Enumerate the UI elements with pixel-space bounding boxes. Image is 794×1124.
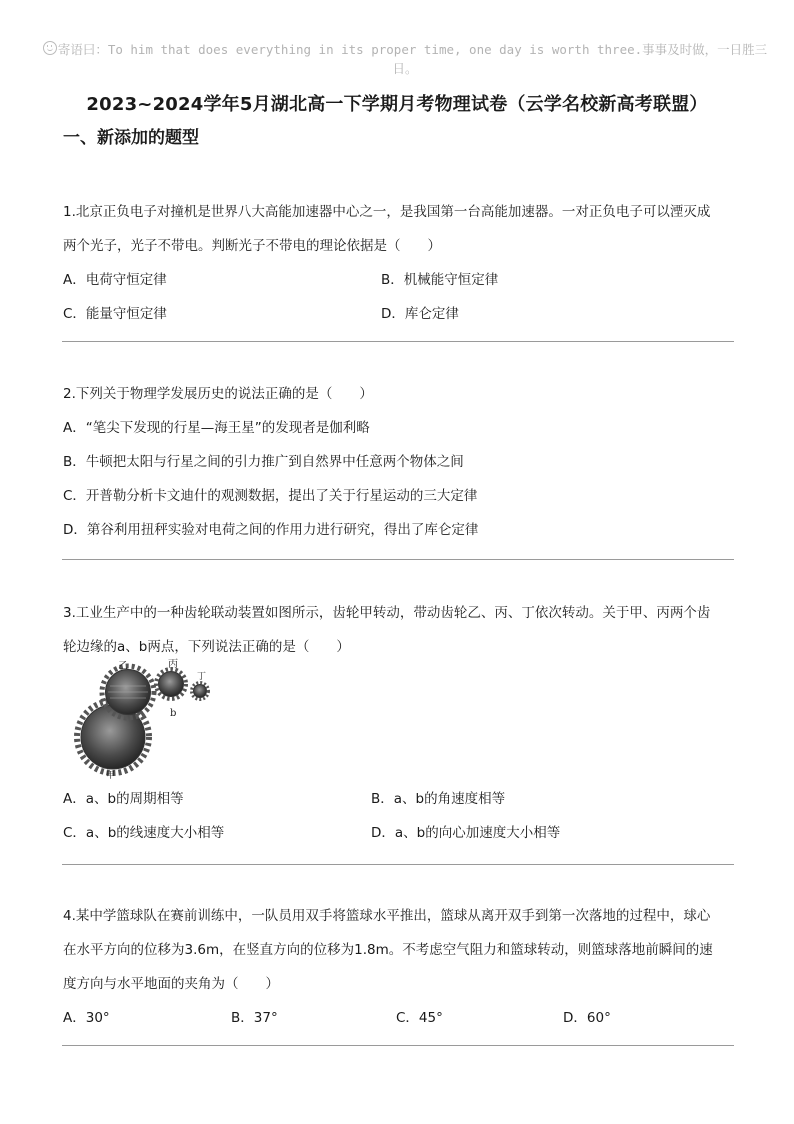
question-stem-line: 在水平方向的位移为3.6m，在竖直方向的位移为1.8m。不考虑空气阻力和篮球转动，则篮球落地前瞬间的速 [63,942,713,958]
section-heading: 一、新添加的题型 [63,128,199,148]
gear-diagram [70,656,220,780]
divider [62,341,734,342]
option-d[interactable]: D．第谷利用扭秤实验对电荷之间的作用力进行研究，得出了库仑定律 [63,522,479,538]
option-a[interactable]: A．“笔尖下发现的行星—海王星”的发现者是伽利略 [63,420,370,436]
option-a[interactable]: A．30° [63,1010,110,1026]
option-b[interactable]: B．a、b的角速度相等 [371,791,506,807]
option-d[interactable]: D．a、b的向心加速度大小相等 [371,825,561,841]
gear-ding-icon [192,683,209,700]
option-d[interactable]: D．库仑定律 [381,306,459,322]
question-4 [63,899,735,1035]
question-stem-line: 度方向与水平地面的夹角为（ ） [63,976,279,992]
gear-yi-icon [102,666,154,718]
question-stem-line: 3.工业生产中的一种齿轮联动装置如图所示，齿轮甲转动，带动齿轮乙、丙、丁依次转动。关于甲、丙两个齿 [63,605,711,621]
question-stem-line: 轮边缘的a、b两点，下列说法正确的是（ ） [63,639,350,655]
question-3 [63,596,735,664]
option-b[interactable]: B．37° [231,1010,278,1026]
label-ding: 丁 [197,672,207,682]
option-a[interactable]: A．电荷守恒定律 [63,272,167,288]
label-bing: 丙 [168,659,178,670]
option-b[interactable]: B．机械能守恒定律 [381,272,499,288]
question-stem-line: 两个光子，光子不带电。判断光子不带电的理论依据是（ ） [63,238,441,254]
options-row [63,816,735,850]
options-row [63,297,735,331]
label-jia: 甲 [106,771,116,780]
option-d[interactable]: D．60° [563,1010,611,1026]
question-stem-line: 1.北京正负电子对撞机是世界八大高能加速器中心之一，是我国第一台高能加速器。一对正负电子可以湮灭成 [63,204,711,220]
question-2 [63,377,735,547]
options-row [63,263,735,297]
divider [62,559,734,560]
label-b: b [170,708,177,719]
option-a[interactable]: A．a、b的周期相等 [63,791,184,807]
option-c[interactable]: C．能量守恒定律 [63,306,167,322]
option-c[interactable]: C．开普勒分析卡文迪什的观测数据，提出了关于行星运动的三大定律 [63,488,478,504]
label-yi: 乙 [118,661,128,672]
motto-text: 寄语曰：To him that does everything in its proper time, one day is worth three.事事及时做，一日胜三日。 [57,42,768,76]
options-row [63,1001,735,1035]
option-c[interactable]: C．45° [396,1010,443,1026]
motto-header [40,40,770,78]
divider [62,864,734,865]
question-stem-line: 4.某中学篮球队在赛前训练中，一队员用双手将篮球水平推出，篮球从离开双手到第一次落地的过程中，球心 [63,908,711,924]
divider [62,1045,734,1046]
option-c[interactable]: C．a、b的线速度大小相等 [63,825,225,841]
question-3-options [63,782,735,850]
option-b[interactable]: B．牛顿把太阳与行星之间的引力推广到自然界中任意两个物体之间 [63,454,464,470]
smiley-icon [43,41,57,55]
page-title: 2023~2024学年5月湖北高一下学期月考物理试卷（云学名校新高考联盟） [86,94,708,115]
gear-bing-icon [156,669,186,699]
question-stem-line: 2.下列关于物理学发展历史的说法正确的是（ ） [63,386,373,402]
question-1 [63,195,735,331]
options-row [63,782,735,816]
